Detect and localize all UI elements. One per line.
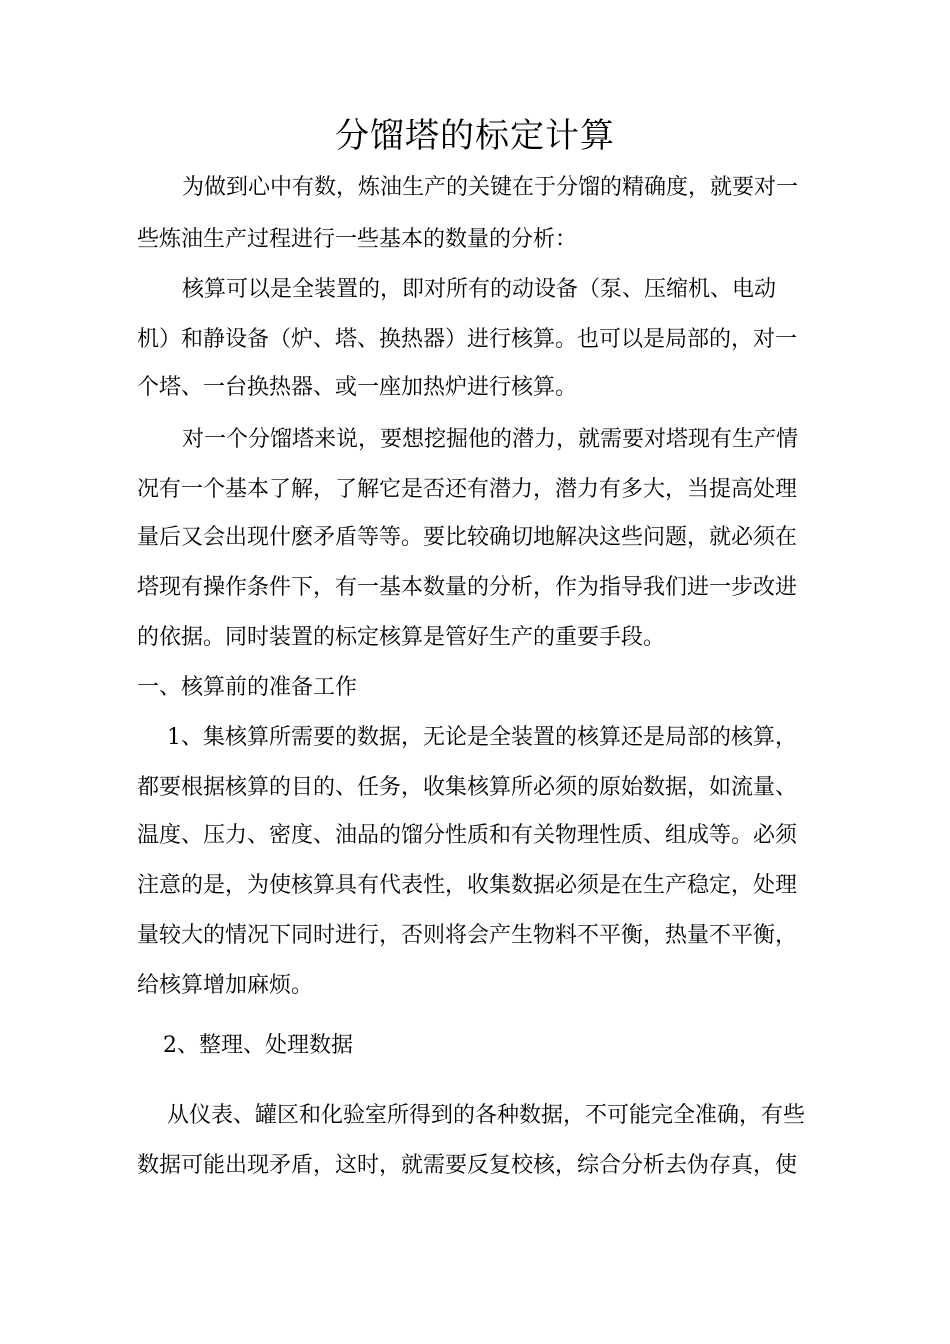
paragraph-1-line-2: 些炼油生产过程进行一些基本的数量的分析： <box>137 227 578 252</box>
paragraph-3-line-2: 况有一个基本了解，了解它是否还有潜力，潜力有多大，当提高处理 <box>137 477 798 502</box>
paragraph-4-line-4: 注意的是，为使核算具有代表性，收集数据必须是在生产稳定，处理 <box>137 873 798 898</box>
paragraph-3-line-3: 量后又会出现什麽矛盾等等。要比较确切地解决这些问题，就必须在 <box>137 525 798 550</box>
paragraph-4-line-2: 都要根据核算的目的、任务，收集核算所必须的原始数据，如流量、 <box>137 775 798 800</box>
paragraph-4-line-3: 温度、压力、密度、油品的馏分性质和有关物理性质、组成等。必须 <box>137 823 798 848</box>
paragraph-2-line-2: 机）和静设备（炉、塔、换热器）进行核算。也可以是局部的，对一 <box>137 327 798 352</box>
paragraph-1-line-1: 为做到心中有数，炼油生产的关键在于分馏的精确度，就要对一 <box>182 175 799 200</box>
paragraph-5-line-1: 从仪表、罐区和化验室所得到的各种数据，不可能完全准确，有些 <box>167 1103 806 1128</box>
paragraph-2-line-1: 核算可以是全装置的，即对所有的动设备（泵、压缩机、电动 <box>182 277 777 302</box>
paragraph-4-line-6: 给核算增加麻烦。 <box>137 973 314 998</box>
paragraph-4-line-1: 1、集核算所需要的数据，无论是全装置的核算还是局部的核算， <box>167 725 797 750</box>
paragraph-3-line-4: 塔现有操作条件下，有一基本数量的分析，作为指导我们进一步改进 <box>137 575 798 600</box>
paragraph-4-line-5: 量较大的情况下同时进行，否则将会产生物料不平衡，热量不平衡， <box>137 923 798 948</box>
document-title: 分馏塔的标定计算 <box>335 116 615 156</box>
subsection-heading-2: 2、整理、处理数据 <box>163 1033 353 1058</box>
paragraph-5-line-2: 数据可能出现矛盾，这时，就需要反复校核，综合分析去伪存真，使 <box>137 1153 798 1178</box>
paragraph-3-line-1: 对一个分馏塔来说，要想挖掘他的潜力，就需要对塔现有生产情 <box>182 427 799 452</box>
paragraph-3-line-5: 的依据。同时装置的标定核算是管好生产的重要手段。 <box>137 625 666 650</box>
paragraph-2-line-3: 个塔、一台换热器、或一座加热炉进行核算。 <box>137 375 578 400</box>
section-heading-1: 一、核算前的准备工作 <box>137 675 358 700</box>
